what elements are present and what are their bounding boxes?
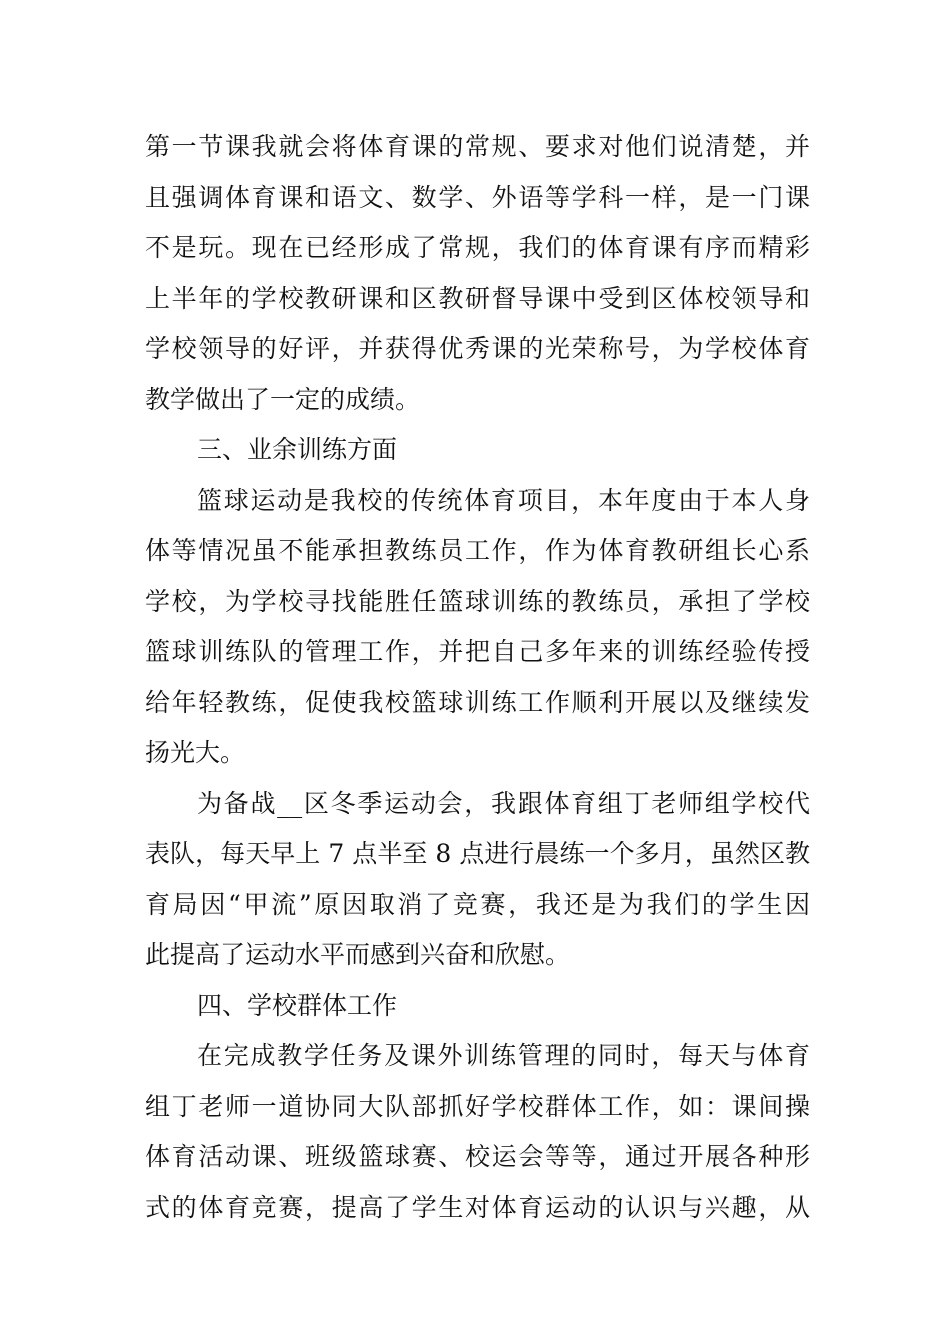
text-line: 第一节课我就会将体育课的常规、要求对他们说清楚，并 xyxy=(145,132,810,161)
text-line: 扬光大。 xyxy=(145,738,246,767)
text-line: 且强调体育课和语文、数学、外语等学科一样，是一门课 xyxy=(145,182,810,212)
text-line: 学校领导的好评，并获得优秀课的光荣称号，为学校体育 xyxy=(145,334,810,363)
text-line: 篮球运动是我校的传统体育项目，本年度由于本人身 xyxy=(197,485,810,515)
text-line: 学校，为学校寻找能胜任篮球训练的教练员，承担了学校 xyxy=(145,586,810,616)
text-line: 表队，每天早上 7 点半至 8 点进行晨练一个多月，虽然区教 xyxy=(145,839,810,868)
text-line: 给年轻教练，促使我校篮球训练工作顺利开展以及继续发 xyxy=(145,687,810,717)
text-line: 上半年的学校教研课和区教研督导课中受到区体校领导和 xyxy=(145,283,810,313)
text-line: 体等情况虽不能承担教练员工作，作为体育教研组长心系 xyxy=(145,536,810,565)
text-line: 组丁老师一道协同大队部抓好学校群体工作，如：课间操 xyxy=(145,1091,810,1121)
text-line: 篮球训练队的管理工作，并把自己多年来的训练经验传授 xyxy=(145,637,810,666)
text-line: 体育活动课、班级篮球赛、校运会等等，通过开展各种形 xyxy=(145,1142,810,1171)
text-line: 不是玩。现在已经形成了常规，我们的体育课有序而精彩 xyxy=(145,233,810,262)
text-line: 式的体育竞赛，提高了学生对体育运动的认识与兴趣，从 xyxy=(145,1192,810,1222)
text-line: 为备战__区冬季运动会，我跟体育组丁老师组学校代 xyxy=(197,788,810,818)
text-line: 育局因“甲流”原因取消了竞赛，我还是为我们的学生因 xyxy=(145,889,810,919)
text-line: 三、业余训练方面 xyxy=(197,435,398,464)
document-body xyxy=(145,122,810,1233)
text-line: 四、学校群体工作 xyxy=(197,990,398,1020)
text-line: 教学做出了一定的成绩。 xyxy=(145,384,421,414)
text-line: 在完成教学任务及课外训练管理的同时，每天与体育 xyxy=(197,1041,810,1070)
text-line: 此提高了运动水平而感到兴奋和欣慰。 xyxy=(145,940,571,969)
